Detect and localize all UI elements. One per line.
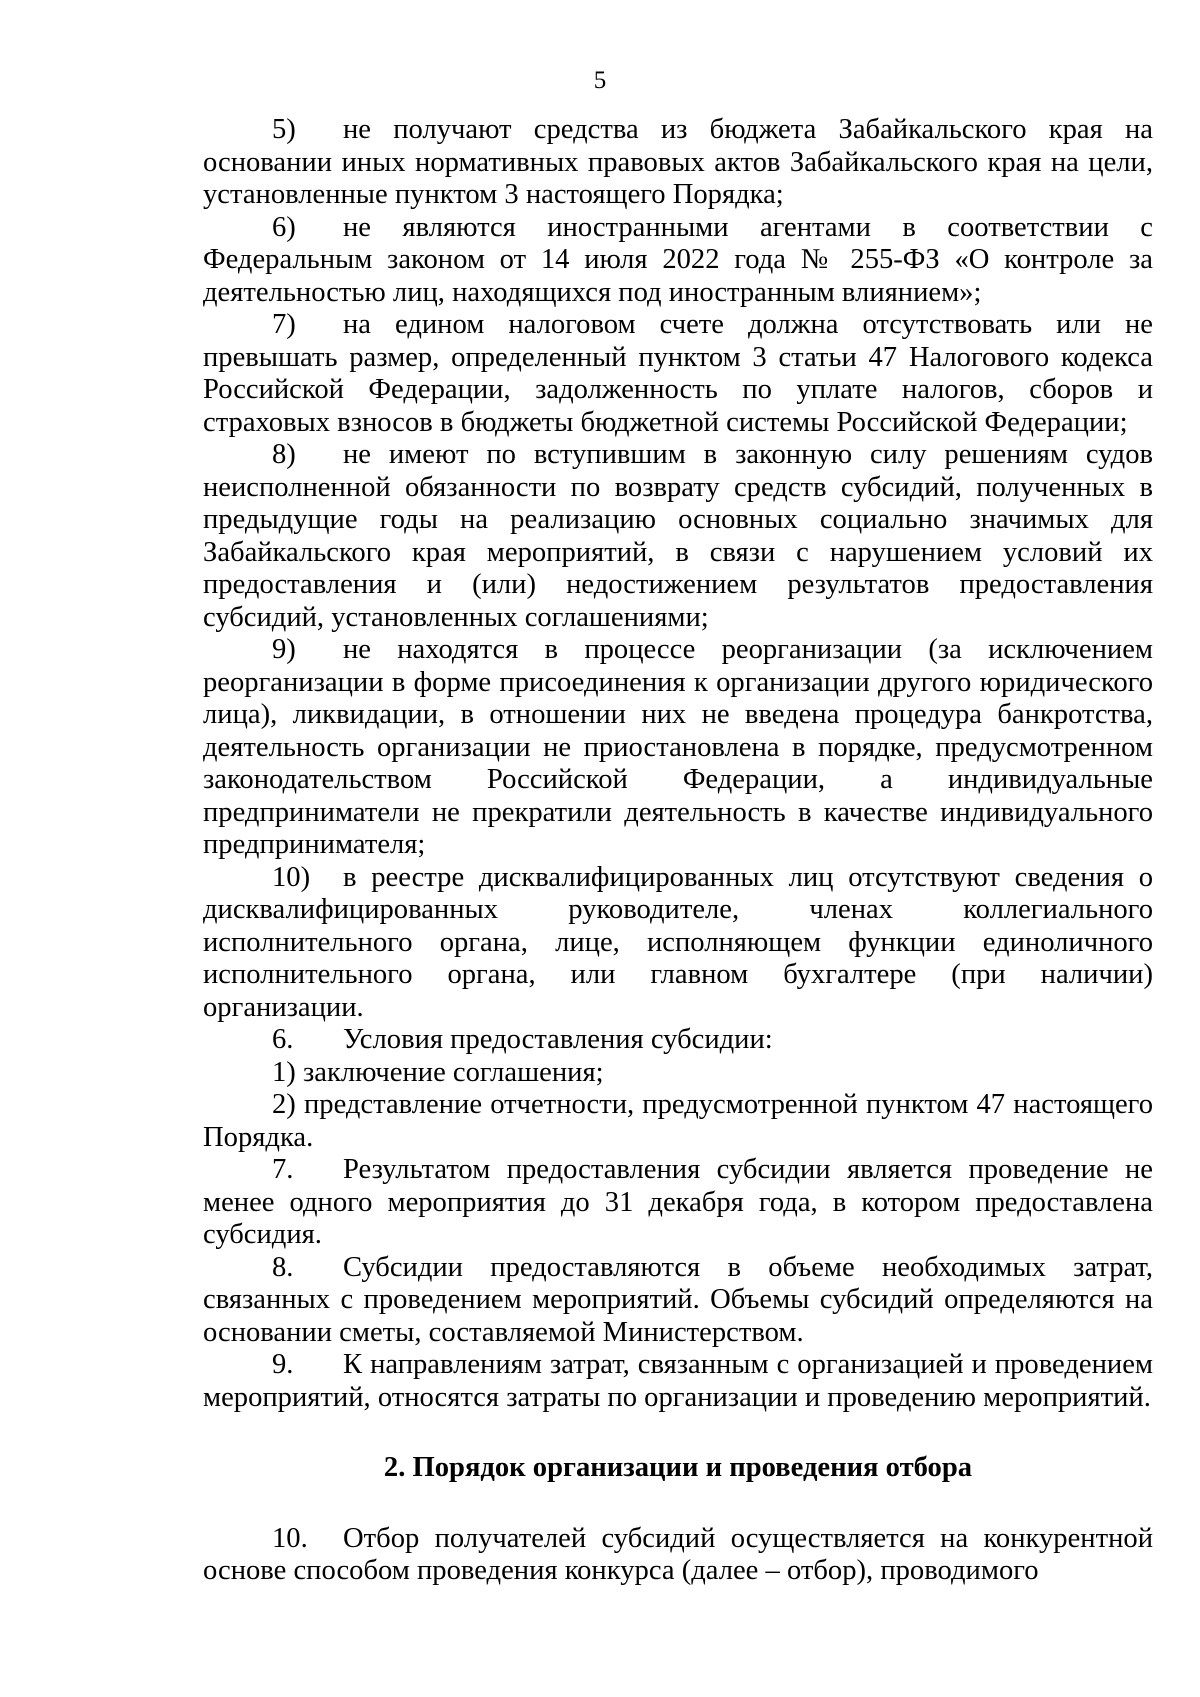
clause-number: 7. <box>272 1154 294 1185</box>
item-text: не являются иностранными агентами в соответствии с Федеральным законом от 14 июля 2022 года № 255-ФЗ «О контроле за деятельностью лиц, находящихся под иностранным влиянием»; <box>203 211 1153 308</box>
clause-6 <box>203 1024 1153 1057</box>
item-text: не получают средства из бюджета Забайкальского края на основании иных нормативных правовых актов Забайкальского края на цели, установленные пунктом 3 настоящего Порядка; <box>203 114 1153 210</box>
item-text: не имеют по вступившим в законную силу решениям судов неисполненной обязанности по возврату средств субсидий, полученных в предыдущие годы на реализацию основных социально значимых для Забайкальского края мероприятий, в связи с нарушением условий их предоставления и (или) недостижением результатов предоставления субсидий, установленных соглашениями; <box>203 439 1153 633</box>
item-text: в реестре дисквалифицированных лиц отсутствуют сведения о дисквалифицированных руководителе, членах коллегиального исполнительного органа, лице, исполняющем функции единоличного исполнительного органа, или главном бухгалтере (при наличии) организации. <box>203 861 1153 1023</box>
clause-text: Отбор получателей субсидий осуществляется на конкурентной основе способом проведения конкурса (далее – отбор), проводимого <box>203 1522 1153 1586</box>
clause-text: Условия предоставления субсидии: <box>343 1024 773 1055</box>
condition-text: 1) заключение соглашения; <box>272 1056 604 1088</box>
clause-8 <box>203 1252 1153 1350</box>
clause-7 <box>203 1154 1153 1252</box>
list-item-9 <box>203 634 1153 862</box>
item-number: 10) <box>272 861 311 893</box>
page-number: 5 <box>593 67 607 94</box>
condition-text: 2) представление отчетности, предусмотренной пунктом 47 настоящего Порядка. <box>203 1089 1153 1153</box>
clause-text: Субсидии предоставляются в объеме необходимых затрат, связанных с проведением мероприятий. Объемы субсидий определяются на основании сметы, составляемой Министерством. <box>203 1251 1153 1348</box>
clause-number: 6. <box>272 1024 294 1055</box>
clause-text: К направлениям затрат, связанным с организацией и проведением мероприятий, относятся затраты по организации и проведению мероприятий. <box>203 1349 1153 1413</box>
clause-number: 9. <box>272 1349 294 1380</box>
list-item-5 <box>203 114 1153 212</box>
item-text: на едином налоговом счете должна отсутствовать или не превышать размер, определенный пунктом 3 статьи 47 Налогового кодекса Российской Федерации, задолженность по уплате налогов, сборов и страховых взносов в бюджеты бюджетной системы Российской Федерации; <box>203 309 1153 438</box>
document-body <box>203 114 1153 1588</box>
clause-9 <box>203 1349 1153 1414</box>
condition-1 <box>203 1057 1153 1090</box>
item-number: 7) <box>272 309 296 340</box>
clause-number: 10. <box>272 1522 308 1554</box>
clause-10 <box>203 1523 1153 1588</box>
item-number: 6) <box>272 211 296 243</box>
item-number: 5) <box>272 114 296 145</box>
section-heading: 2. Порядок организации и проведения отбора <box>383 1452 973 1483</box>
list-item-10 <box>203 862 1153 1025</box>
item-number: 8) <box>272 439 296 470</box>
list-item-8 <box>203 439 1153 634</box>
clause-text: Результатом предоставления субсидии является проведение не менее одного мероприятия до 31 декабря года, в котором предоставлена субсидия. <box>203 1154 1153 1250</box>
list-item-7 <box>203 309 1153 439</box>
item-text: не находятся в процессе реорганизации (за исключением реорганизации в форме присоединения к организации другого юридического лица), ликвидации, в отношении них не введена процедура банкротства, деятельность организации не приостановлена в порядке, предусмотренном законодательством Российской Федерации, а индивидуальные предприниматели не прекратили деятельность в качестве индивидуального предпринимателя; <box>203 634 1153 860</box>
item-number: 9) <box>272 634 296 665</box>
list-item-6 <box>203 212 1153 310</box>
clause-number: 8. <box>272 1251 294 1283</box>
condition-2 <box>203 1089 1153 1154</box>
